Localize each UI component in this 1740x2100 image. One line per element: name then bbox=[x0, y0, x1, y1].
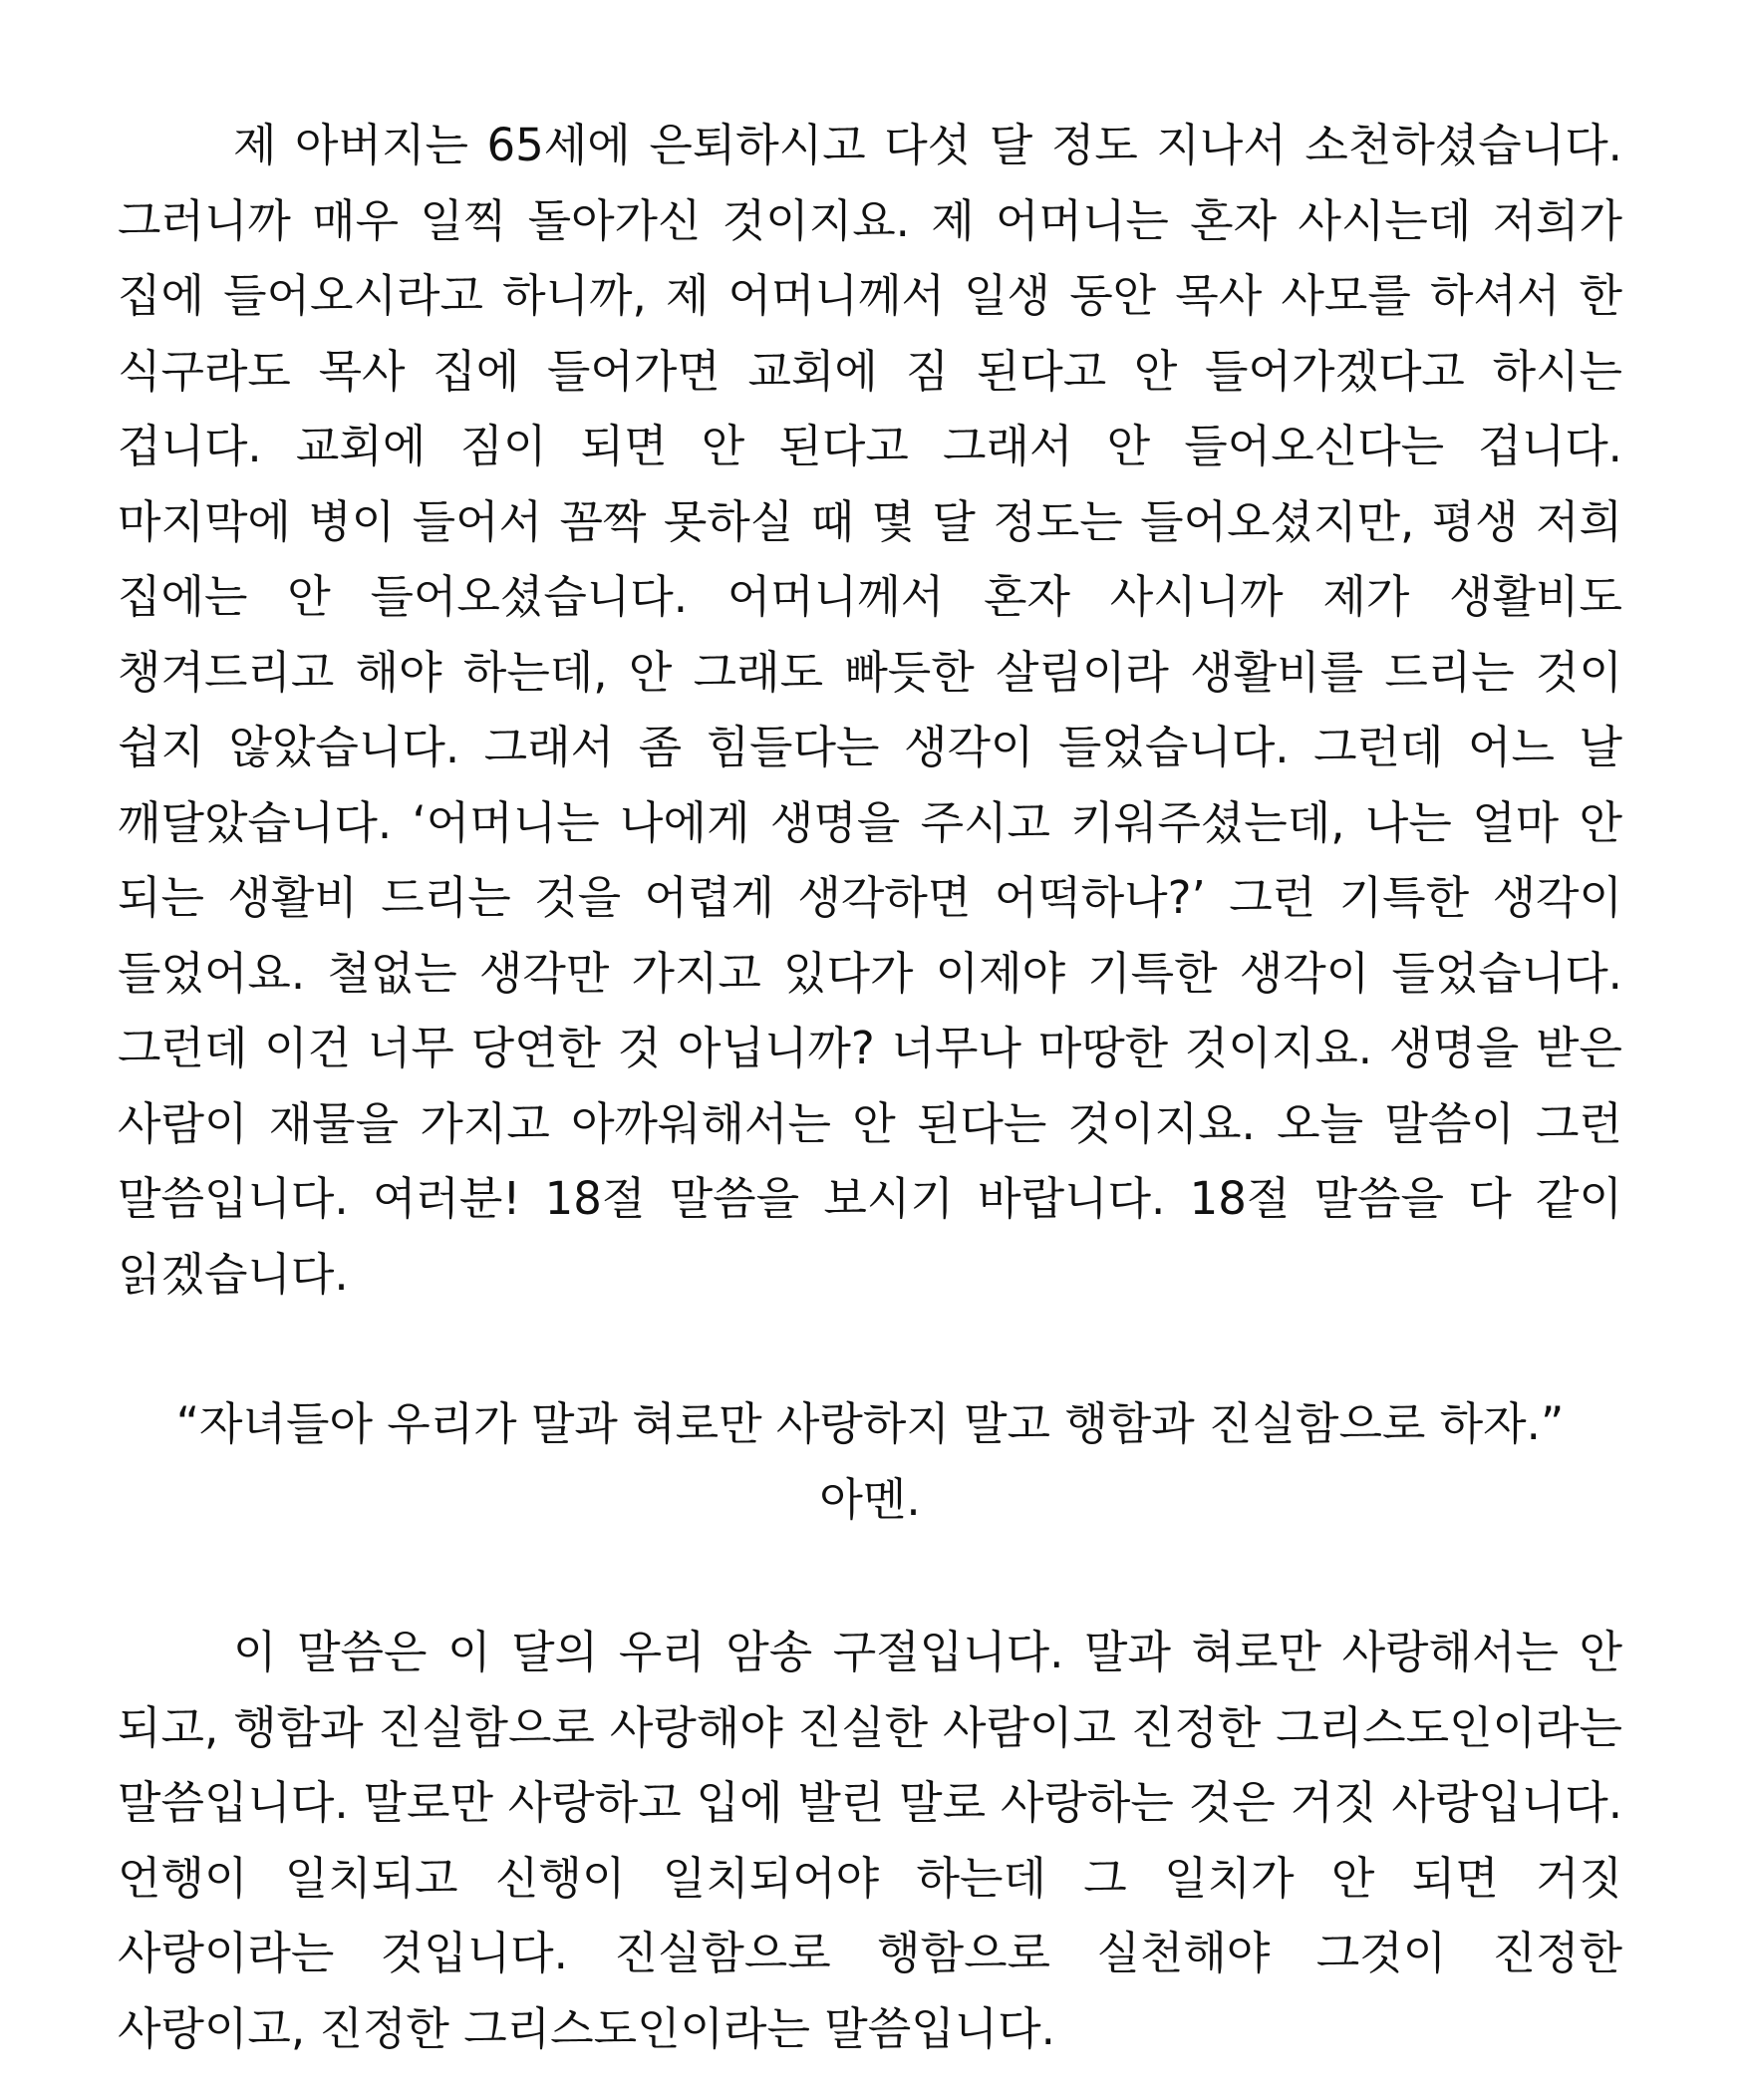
document-page bbox=[118, 108, 1622, 2066]
amen-line: 아멘. bbox=[819, 1472, 921, 1526]
scripture-quote bbox=[118, 1386, 1622, 1537]
scripture-quote-text: “자녀들아 우리가 말과 혀로만 사랑하지 말고 행함과 진실함으로 하자.” bbox=[175, 1397, 1565, 1450]
body-paragraph-2: 이 말씀은 이 달의 우리 암송 구절입니다. 말과 혀로만 사랑해서는 안 되고, 행함과 진실함으로 사랑해야 진실한 사람이고 진정한 그리스도인이라는 말씀입니다. 말로만 사랑하고 입에 발린 말로 사랑하는 것은 거짓 사랑입니다. 언행이 일치되고 신행이 일치되어야 하는데 그 일치가 안 되면 거짓 사랑이라는 것입니다. 진실함으로 행함으로 실천해야 그것이 진정한 사랑이고, 진정한 그리스도인이라는 말씀입니다. bbox=[118, 1626, 1622, 2055]
body-paragraph-1: 제 아버지는 65세에 은퇴하시고 다섯 달 정도 지나서 소천하셨습니다. 그러니까 매우 일찍 돌아가신 것이지요. 제 어머니는 혼자 사시는데 저희가 집에 들어오시라고 하니까, 제 어머니께서 일생 동안 목사 사모를 하셔서 한 식구라도 목사 집에 들어가면 교회에 짐 된다고 안 들어가겠다고 하시는 겁니다. 교회에 짐이 되면 안 된다고 그래서 안 들어오신다는 겁니다. 마지막에 병이 들어서 꼼짝 못하실 때 몇 달 정도는 들어오셨지만, 평생 저희 집에는 안 들어오셨습니다. 어머니께서 혼자 사시니까 제가 생활비도 챙겨드리고 해야 하는데, 안 그래도 빠듯한 살림이라 생활비를 드리는 것이 쉽지 않았습니다. 그래서 좀 힘들다는 생각이 들었습니다. 그런데 어느 날 깨달았습니다. ‘어머니는 나에게 생명을 주시고 키워주셨는데, 나는 얼마 안 되는 생활비 드리는 것을 어렵게 생각하면 어떡하나?’ 그런 기특한 생각이 들었어요. 철없는 생각만 가지고 있다가 이제야 기특한 생각이 들었습니다. 그런데 이건 너무 당연한 것 아닙니까? 너무나 마땅한 것이지요. 생명을 받은 사람이 재물을 가지고 아까워해서는 안 된다는 것이지요. 오늘 말씀이 그런 말씀입니다. 여러분! 18절 말씀을 보시기 바랍니다. 18절 말씀을 다 같이 읽겠습니다. bbox=[118, 119, 1622, 1301]
